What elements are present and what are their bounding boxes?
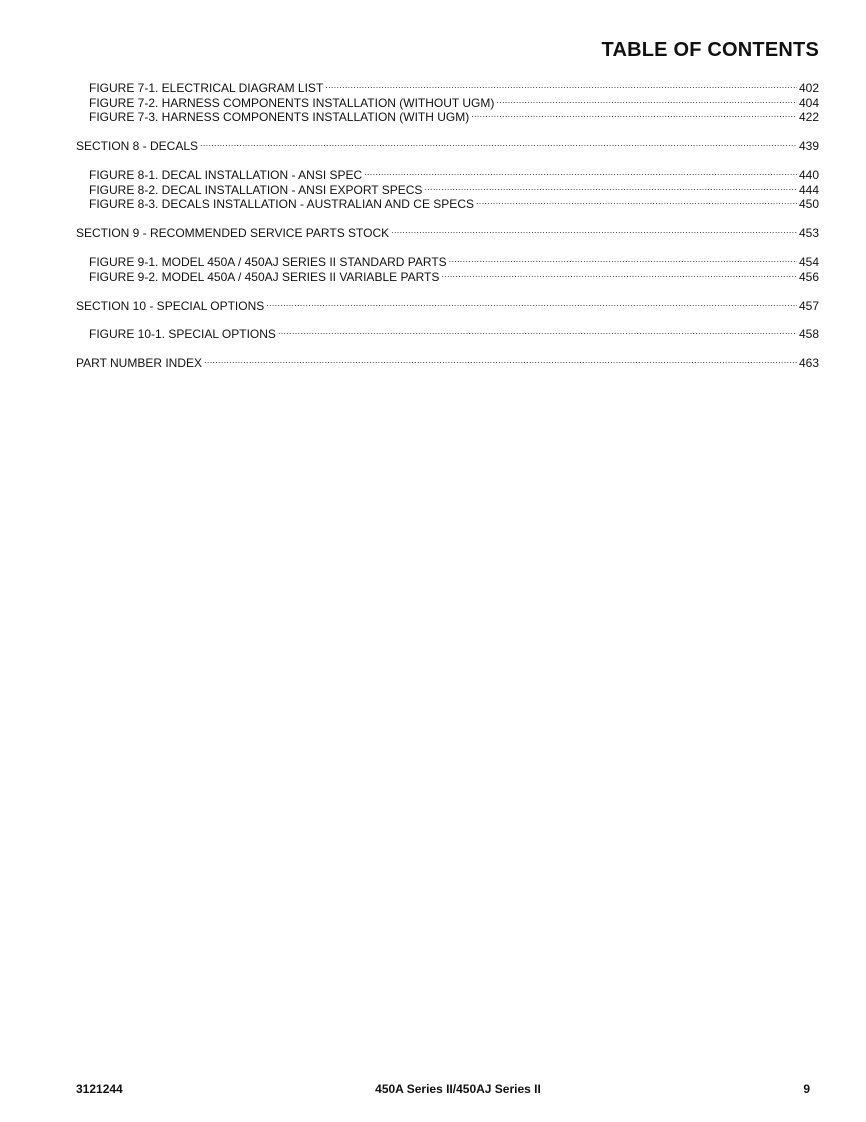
toc-entry-page: 422 bbox=[798, 110, 819, 124]
toc-entry-label: SECTION 10 - SPECIAL OPTIONS bbox=[76, 299, 265, 313]
dot-leader bbox=[325, 78, 797, 92]
toc-entry-page: 457 bbox=[798, 299, 819, 313]
dot-leader bbox=[424, 180, 797, 194]
toc-entry-page: 439 bbox=[798, 139, 819, 153]
dot-leader bbox=[200, 136, 797, 150]
dot-leader bbox=[476, 194, 797, 208]
toc-entry-figure-8-3[interactable] bbox=[89, 194, 819, 211]
toc-entry-page: 444 bbox=[798, 183, 819, 197]
toc-entry-page: 450 bbox=[798, 197, 819, 211]
toc-entry-section-10[interactable] bbox=[76, 296, 819, 313]
dot-leader bbox=[278, 324, 797, 338]
toc-entry-section-9[interactable] bbox=[76, 223, 819, 240]
toc-entry-label: FIGURE 8-2. DECAL INSTALLATION - ANSI EXPORT SPECS bbox=[89, 183, 423, 197]
footer-model: 450A Series II/450AJ Series II bbox=[375, 1082, 541, 1096]
toc-entry-label: FIGURE 7-2. HARNESS COMPONENTS INSTALLATION (WITHOUT UGM) bbox=[89, 96, 495, 110]
toc-entry-label: FIGURE 10-1. SPECIAL OPTIONS bbox=[89, 327, 276, 341]
page-title: TABLE OF CONTENTS bbox=[601, 39, 819, 61]
toc-entry-part-number-index[interactable] bbox=[76, 353, 819, 370]
toc-entry-label: FIGURE 8-3. DECALS INSTALLATION - AUSTRALIAN AND CE SPECS bbox=[89, 197, 474, 211]
toc-entry-page: 463 bbox=[798, 356, 819, 370]
dot-leader bbox=[449, 252, 797, 266]
toc-entry-page: 440 bbox=[798, 168, 819, 182]
toc-entry-label: FIGURE 9-1. MODEL 450A / 450AJ SERIES II STANDARD PARTS bbox=[89, 255, 447, 269]
toc-entry-page: 404 bbox=[798, 96, 819, 110]
toc-entry-figure-7-3[interactable] bbox=[89, 107, 819, 124]
toc-entry-page: 458 bbox=[798, 327, 819, 341]
dot-leader bbox=[391, 223, 797, 237]
footer-doc-number: 3121244 bbox=[76, 1082, 123, 1096]
dot-leader bbox=[364, 165, 797, 179]
toc-entry-figure-10-1[interactable] bbox=[89, 324, 819, 341]
toc-entry-page: 456 bbox=[798, 270, 819, 284]
toc-entry-page: 454 bbox=[798, 255, 819, 269]
dot-leader bbox=[441, 267, 797, 281]
toc-entry-label: FIGURE 7-3. HARNESS COMPONENTS INSTALLATION (WITH UGM) bbox=[89, 110, 470, 124]
dot-leader bbox=[496, 93, 797, 107]
dot-leader bbox=[204, 353, 797, 367]
toc-entry-page: 402 bbox=[798, 81, 819, 95]
footer-page-number: 9 bbox=[803, 1082, 810, 1096]
toc-entry-label: FIGURE 7-1. ELECTRICAL DIAGRAM LIST bbox=[89, 81, 324, 95]
dot-leader bbox=[266, 296, 797, 310]
toc-entry-figure-9-2[interactable] bbox=[89, 267, 819, 284]
toc-entry-page: 453 bbox=[798, 226, 819, 240]
toc-entry-label: PART NUMBER INDEX bbox=[76, 356, 203, 370]
toc-entry-label: SECTION 9 - RECOMMENDED SERVICE PARTS STOCK bbox=[76, 226, 390, 240]
toc-entry-label: FIGURE 9-2. MODEL 450A / 450AJ SERIES II VARIABLE PARTS bbox=[89, 270, 440, 284]
toc-entry-label: SECTION 8 - DECALS bbox=[76, 139, 199, 153]
toc-entry-label: FIGURE 8-1. DECAL INSTALLATION - ANSI SPEC bbox=[89, 168, 363, 182]
toc-entry-section-8[interactable] bbox=[76, 136, 819, 153]
dot-leader bbox=[471, 107, 797, 121]
